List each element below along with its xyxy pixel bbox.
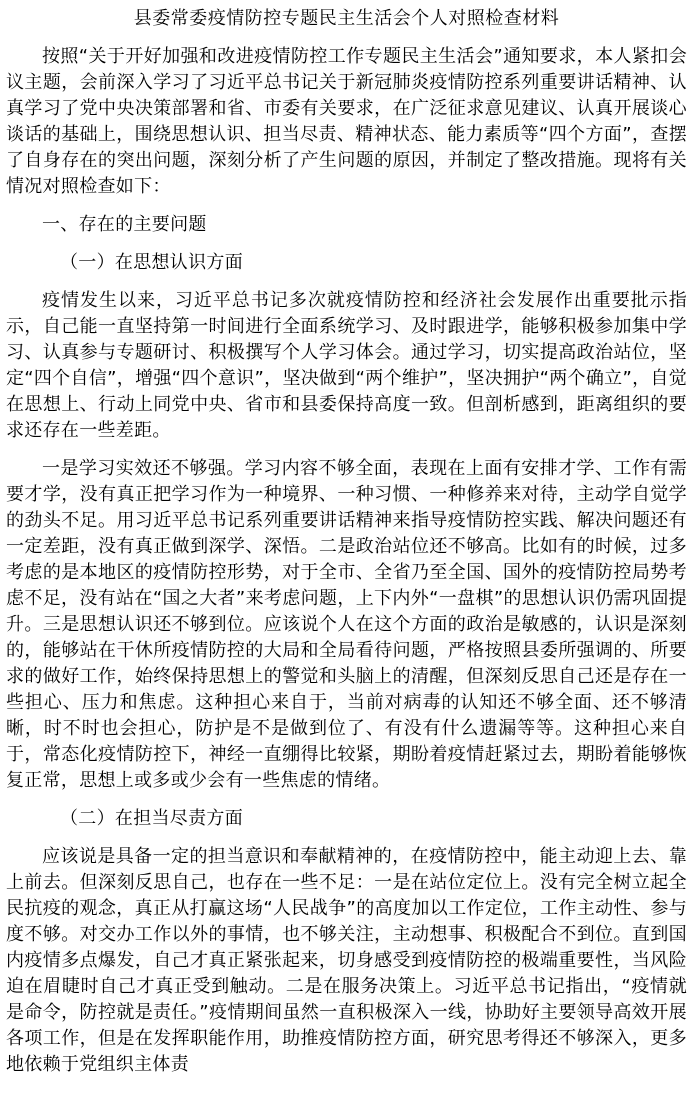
thinking-paragraph-2: 一是学习实效还不够强。学习内容不够全面，表现在上面有安排才学、工作有需要才学，没有真正把学习作为一种境界、一种习惯、一种修养来对待，主动学自觉学的劲头不足。用习近平总书记系列重要讲话精神来指导疫情防控实践、解决问题还有一定差距，没有真正做到深学、深悟。二是政治站位还不够高。比如有的时候，过多考虑的是本地区的疫情防控形势，对于全市、全省乃至全国、国外的疫情防控局势考虑不足，没有站在“国之大者”来考虑问题，上下内外“一盘棋”的思想认识仍需巩固提升。三是思想认识还不够到位。应该说个人在这个方面的政治是敏感的，认识是深刻的，能够站在干休所疫情防控的大局和全局看待问题，严格按照县委所强调的、所要求的做好工作，始终保持思想上的警觉和头脑上的清醒，但深刻反思自己还是存在一些担心、压力和焦虑。这种担心来自于，当前对病毒的认知还不够全面、还不够清晰，时不时也会担心，防护是不是做到位了、有没有什么遗漏等等。这种担心来自于，常态化疫情防控下，神经一直绷得比较紧，期盼着疫情赶紧过去，期盼着能够恢复正常，思想上或多或少会有一些焦虑的情绪。 <box>6 458 687 791</box>
intro-paragraph: 按照“关于开好加强和改进疫情防控工作专题民主生活会”通知要求，本人紧扣会议主题，会前深入学习了习近平总书记关于新冠肺炎疫情防控系列重要讲话精神、认真学习了党中央决策部署和省、市委有关要求，在广泛征求意见建议、认真开展谈心谈话的基础上，围绕思想认识、担当尽责、精神状态、能力素质等“四个方面”，查摆了自身存在的突出问题，深刻分析了产生问题的原因，并制定了整改措施。现将有关情况对照检查如下： <box>6 46 687 197</box>
section-heading: 一、存在的主要问题 <box>42 214 207 235</box>
document-title: 县委常委疫情防控专题民主生活会个人对照检查材料 <box>133 8 560 29</box>
thinking-paragraph-1: 疫情发生以来，习近平总书记多次就疫情防控和经济社会发展作出重要批示指示，自己能一直坚持第一时间进行全面系统学习、及时跟进学，能够积极参加集中学习、认真参与专题研讨、积极撰写个人学习体会。通过学习，切实提高政治站位，坚定“四个自信”，增强“四个意识”，坚决做到“两个维护”，坚决拥护“两个确立”，自觉在思想上、行动上同党中央、省市和县委保持高度一致。但剖析感到，距离组织的要求还存在一些差距。 <box>6 290 687 441</box>
responsibility-paragraph-1: 应该说是具备一定的担当意识和奉献精神的，在疫情防控中，能主动迎上去、靠上前去。但深刻反思自己，也存在一些不足：一是在站位定位上。没有完全树立起全民抗疫的观念，真正从打赢这场“人民战争”的高度加以工作定位，工作主动性、参与度不够。对交办工作以外的事情，也不够关注，主动想事、积极配合不到位。直到国内疫情多点爆发，自己才真正紧张起来，切身感受到疫情防控的极端重要性，当风险迫在眉睫时自己才真正受到触动。二是在服务决策上。习近平总书记指出，“疫情就是命令，防控就是责任。”疫情期间虽然一直积极深入一线，协助好主要领导高效开展各项工作，但是在发挥职能作用，助推疫情防控方面，研究思考得还不够深入，更多地依赖于党组织主体责 <box>6 846 687 1075</box>
subsection-heading-responsibility: （二）在担当尽责方面 <box>60 808 243 829</box>
subsection-heading-thinking: （一）在思想认识方面 <box>60 252 243 273</box>
